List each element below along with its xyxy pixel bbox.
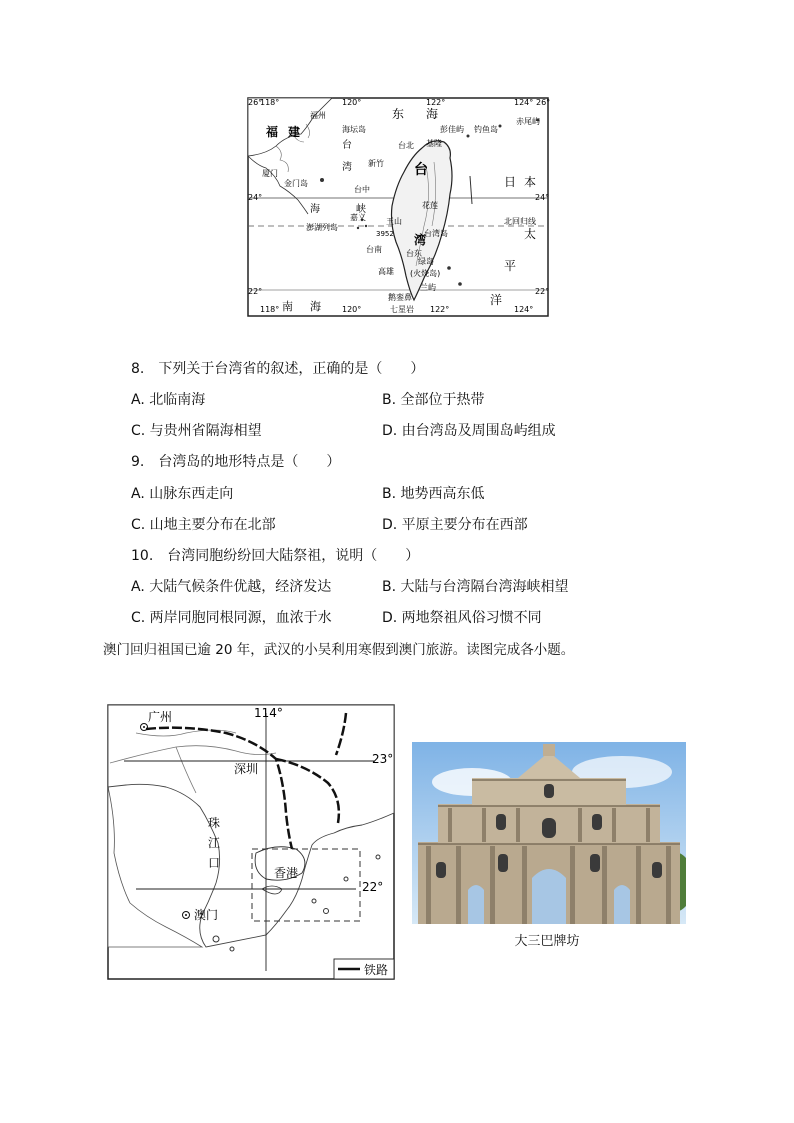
label-qixingyan: 七星岩 bbox=[390, 305, 414, 314]
q8-option-c[interactable]: C. 与贵州省隔海相望 bbox=[131, 423, 262, 439]
q8-option-b[interactable]: B. 全部位于热带 bbox=[382, 392, 485, 408]
legend-railway-label: 铁路 bbox=[364, 963, 389, 977]
q10-option-b[interactable]: B. 大陆与台湾隔台湾海峡相望 bbox=[382, 579, 569, 595]
sea-east-2: 海 bbox=[426, 107, 439, 121]
q10-option-d[interactable]: D. 两地祭祖风俗习惯不同 bbox=[382, 610, 542, 626]
q10-stem: 10. 台湾同胞纷纷回大陆祭祖，说明（ ） bbox=[131, 548, 420, 564]
q9-option-c[interactable]: C. 山地主要分布在北部 bbox=[131, 517, 276, 533]
label-yushan: 玉山 bbox=[386, 217, 402, 226]
label-yushan-height: 3952 bbox=[376, 230, 394, 238]
lat26-label-left: 26° bbox=[248, 98, 263, 107]
strait-char-2: 湾 bbox=[342, 162, 352, 173]
label-fujian-2: 建 bbox=[288, 125, 301, 139]
lon120-top: 120° bbox=[342, 98, 362, 107]
lon122-bottom: 122° bbox=[430, 305, 450, 314]
lat24-label-right: 24° bbox=[535, 193, 550, 202]
q8-option-d[interactable]: D. 由台湾岛及周围岛屿组成 bbox=[382, 423, 556, 439]
label-zhujiang-2: 江 bbox=[208, 836, 221, 850]
intro-text: 澳门回归祖国已逾 20 年，武汉的小吴利用寒假到澳门旅游。读图完成各小题。 bbox=[103, 642, 575, 658]
q9-option-a[interactable]: A. 山脉东西走向 bbox=[131, 486, 234, 502]
sea-east-1: 东 bbox=[392, 107, 405, 121]
label-zhujiang-3: 口 bbox=[208, 856, 221, 870]
lon120-bottom: 120° bbox=[342, 305, 362, 314]
label-island-2: 湾 bbox=[414, 233, 427, 247]
label-taibei: 台北 bbox=[398, 141, 414, 150]
lon124-bottom: 124° bbox=[514, 305, 534, 314]
q9-option-b[interactable]: B. 地势西高东低 bbox=[382, 486, 485, 502]
sea-south-1: 南 bbox=[282, 300, 293, 313]
q8-stem: 8. 下列关于台湾省的叙述，正确的是（ ） bbox=[131, 361, 425, 377]
lon124-top: 124° bbox=[514, 98, 534, 107]
label-island-1: 台 bbox=[414, 162, 428, 178]
label-guangzhou: 广州 bbox=[148, 710, 173, 724]
label-taizhong: 台中 bbox=[354, 185, 370, 194]
q9-stem: 9. 台湾岛的地形特点是（ ） bbox=[131, 454, 341, 470]
label-huoshao: (火烧岛) bbox=[410, 269, 441, 278]
q8-option-a[interactable]: A. 北临南海 bbox=[131, 392, 206, 408]
label-lat22: 22° bbox=[362, 880, 384, 894]
taiwan-map bbox=[246, 96, 550, 318]
label-zhujiang-1: 珠 bbox=[208, 816, 221, 830]
lon118-bottom: 118° bbox=[260, 305, 280, 314]
label-haitan: 海坛岛 bbox=[342, 125, 366, 134]
label-aomen: 澳门 bbox=[194, 908, 219, 922]
strait-char-3: 海 bbox=[310, 204, 320, 215]
sea-pacific-2: 平 bbox=[504, 259, 517, 273]
sea-pacific-1: 太 bbox=[524, 227, 537, 241]
label-lon114: 114° bbox=[254, 706, 283, 720]
label-fuzhou: 福州 bbox=[310, 111, 326, 120]
label-riben-2: 本 bbox=[524, 175, 537, 189]
ruins-photo bbox=[412, 742, 686, 924]
label-chiwei: 赤尾屿 bbox=[516, 117, 540, 126]
sea-pacific-3: 洋 bbox=[490, 293, 503, 307]
label-diaoyu: 钓鱼岛 bbox=[474, 125, 498, 134]
q10-option-c[interactable]: C. 两岸同胞同根同源，血浓于水 bbox=[131, 610, 332, 626]
q9-option-d[interactable]: D. 平原主要分布在西部 bbox=[382, 517, 528, 533]
label-tropic: 北回归线 bbox=[504, 217, 536, 226]
strait-char-4: 峡 bbox=[356, 204, 366, 215]
q10-option-a[interactable]: A. 大陆气候条件优越，经济发达 bbox=[131, 579, 332, 595]
pearl-river-map bbox=[106, 703, 396, 981]
label-xiamen: 厦门 bbox=[262, 169, 278, 178]
sea-south-2: 海 bbox=[310, 300, 321, 313]
strait-char-1: 台 bbox=[342, 140, 352, 151]
label-riben-1: 日 bbox=[504, 175, 517, 189]
label-gaoxiong: 高雄 bbox=[378, 267, 394, 276]
label-xianggang: 香港 bbox=[274, 866, 299, 880]
lon118-top: 118° bbox=[260, 98, 280, 107]
label-eluanbi: 鹅銮鼻 bbox=[388, 293, 412, 302]
label-taiwan-dao: 台湾岛 bbox=[424, 229, 448, 238]
label-tainan: 台南 bbox=[366, 245, 382, 254]
label-jiayi: 嘉义 bbox=[350, 213, 366, 222]
label-shenzhen: 深圳 bbox=[234, 762, 259, 776]
lat22-label-left: 22° bbox=[248, 287, 263, 296]
label-lat23: 23° bbox=[372, 752, 394, 766]
lat22-label-right: 22° bbox=[535, 287, 550, 296]
photo-caption: 大三巴牌坊 bbox=[514, 934, 580, 949]
lon122-top: 122° bbox=[426, 98, 446, 107]
label-fujian-1: 福 bbox=[266, 125, 279, 139]
label-xinzhu: 新竹 bbox=[368, 159, 384, 168]
label-penghu: 澎湖列岛 bbox=[306, 223, 338, 232]
label-hualian: 花莲 bbox=[422, 201, 438, 210]
lat26-label-right: 26° bbox=[536, 98, 550, 107]
label-pengjia: 彭佳屿 bbox=[440, 125, 464, 134]
label-jilong: 基隆 bbox=[426, 139, 442, 148]
lat24-label-left: 24° bbox=[248, 193, 263, 202]
label-taidong: 台东 bbox=[406, 249, 422, 258]
label-lvdao: 绿岛 bbox=[418, 257, 434, 266]
label-lanyu: 兰屿 bbox=[420, 283, 436, 292]
label-jinmen: 金门岛 bbox=[284, 179, 308, 188]
